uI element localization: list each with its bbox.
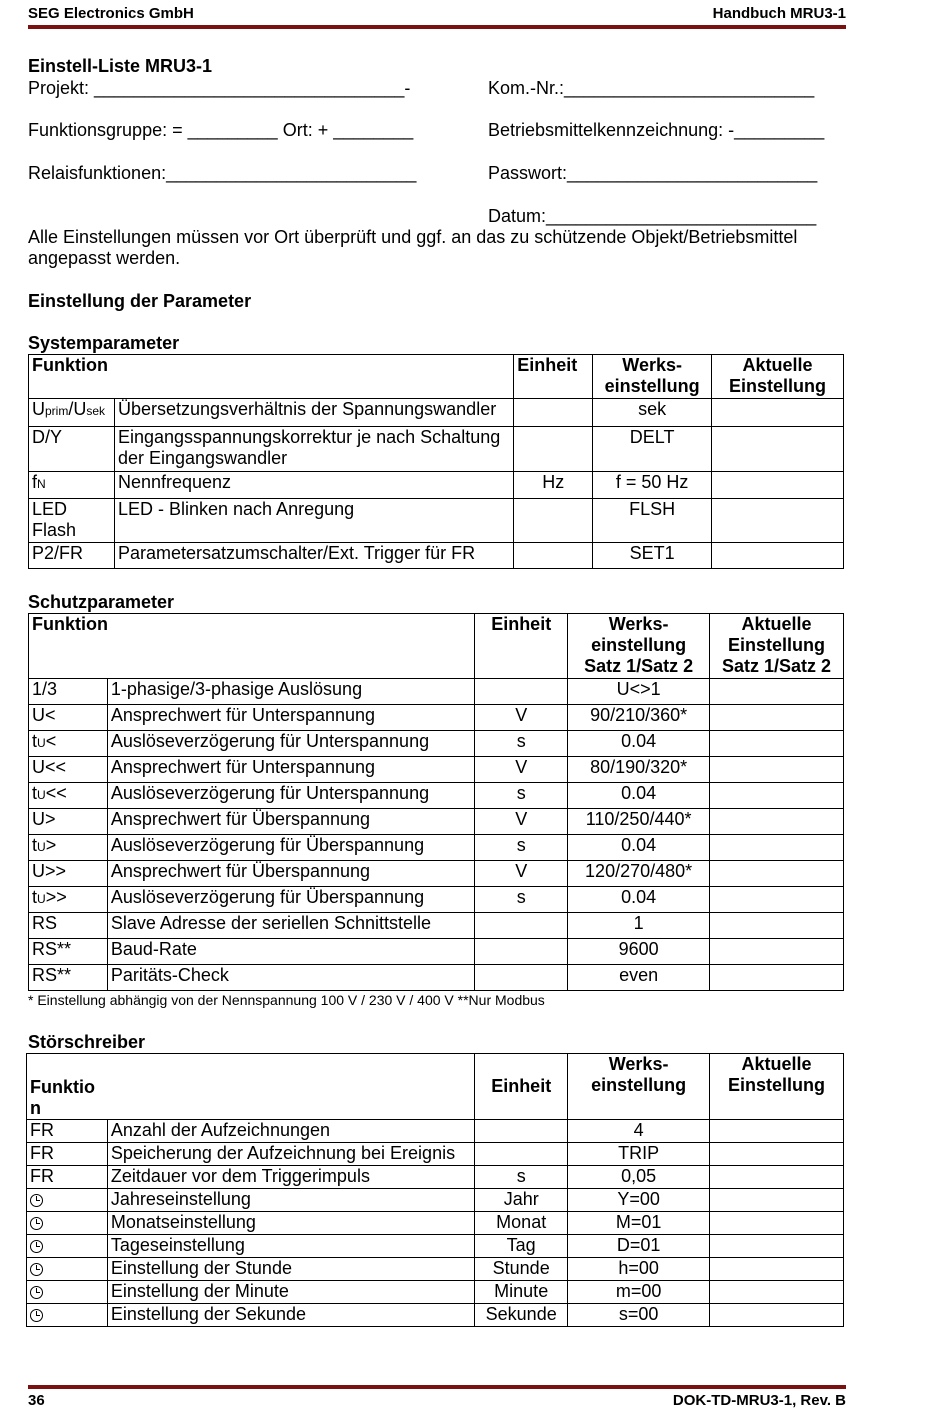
row-code: RS** xyxy=(29,965,108,991)
table-row xyxy=(27,1212,844,1235)
page-number: 36 xyxy=(28,1392,45,1409)
row-actual-cell[interactable] xyxy=(710,1120,844,1143)
row-unit xyxy=(475,939,568,965)
schutz-title: Schutzparameter xyxy=(28,592,175,612)
row-unit: Sekunde xyxy=(475,1304,568,1327)
table-row xyxy=(27,1166,844,1189)
row-unit xyxy=(475,965,568,991)
header-werks: Werks- einstellung Satz 1/Satz 2 xyxy=(568,614,710,679)
row-actual-cell[interactable] xyxy=(710,809,844,835)
betriebsmittel-field: Betriebsmittelkennzeichnung: -_________ xyxy=(488,120,825,140)
table-row xyxy=(29,887,844,913)
row-desc: Zeitdauer vor dem Triggerimpuls xyxy=(107,1166,474,1189)
row-desc: Ansprechwert für Unterspannung xyxy=(107,705,474,731)
system-title: Systemparameter xyxy=(28,333,180,353)
table-row xyxy=(29,427,844,472)
table-row xyxy=(29,783,844,809)
row-default: Y=00 xyxy=(568,1189,710,1212)
row-unit: Jahr xyxy=(475,1189,568,1212)
row-code xyxy=(27,1212,108,1235)
stoer-table xyxy=(26,1053,844,1327)
row-default: m=00 xyxy=(568,1281,710,1304)
row-default: TRIP xyxy=(568,1143,710,1166)
form-title: Einstell-Liste MRU3-1 xyxy=(28,56,213,76)
clock-icon xyxy=(30,1194,43,1207)
row-actual-cell[interactable] xyxy=(710,1189,844,1212)
doc-id: DOK-TD-MRU3-1, Rev. B xyxy=(672,1392,846,1409)
row-actual-cell[interactable] xyxy=(710,913,844,939)
row-actual-cell[interactable] xyxy=(712,543,844,569)
clock-icon xyxy=(30,1309,43,1322)
row-default: 0.04 xyxy=(568,731,710,757)
row-actual-cell[interactable] xyxy=(710,1281,844,1304)
table-row xyxy=(27,1235,844,1258)
table-row xyxy=(29,861,844,887)
row-unit xyxy=(514,427,593,472)
row-unit xyxy=(514,499,593,543)
table-row xyxy=(29,835,844,861)
table-row xyxy=(29,939,844,965)
row-default: 0,05 xyxy=(568,1166,710,1189)
row-actual-cell[interactable] xyxy=(712,399,844,427)
table-row xyxy=(29,913,844,939)
header-funktion: Funktio n xyxy=(27,1054,475,1120)
row-code: LED Flash xyxy=(29,499,115,543)
row-desc: Auslöseverzögerung für Unterspannung xyxy=(107,731,474,757)
row-default: sek xyxy=(593,399,712,427)
row-actual-cell[interactable] xyxy=(710,887,844,913)
row-actual-cell[interactable] xyxy=(712,427,844,472)
header-aktuell: Aktuelle Einstellung Satz 1/Satz 2 xyxy=(710,614,844,679)
clock-icon xyxy=(30,1286,43,1299)
row-desc: LED - Blinken nach Anregung xyxy=(114,499,513,543)
row-code: FR xyxy=(27,1120,108,1143)
row-actual-cell[interactable] xyxy=(710,1143,844,1166)
row-unit: Minute xyxy=(475,1281,568,1304)
table-row xyxy=(27,1120,844,1143)
table-header-row xyxy=(27,1054,844,1120)
row-code: tU<< xyxy=(29,783,108,809)
table-row xyxy=(29,543,844,569)
kom-field: Kom.-Nr.:_________________________ xyxy=(488,78,815,98)
row-code: 1/3 xyxy=(29,679,108,705)
row-unit: s xyxy=(475,731,568,757)
row-actual-cell[interactable] xyxy=(710,1166,844,1189)
row-code: fN xyxy=(29,472,115,499)
row-code: RS** xyxy=(29,939,108,965)
row-code: D/Y xyxy=(29,427,115,472)
row-unit xyxy=(475,1143,568,1166)
table-row xyxy=(29,399,844,427)
row-desc: Auslöseverzögerung für Überspannung xyxy=(107,835,474,861)
table-row xyxy=(27,1258,844,1281)
footer-rule xyxy=(28,1385,846,1389)
row-default: 110/250/440* xyxy=(568,809,710,835)
row-desc: Speicherung der Aufzeichnung bei Ereignis xyxy=(107,1143,474,1166)
table-row xyxy=(29,499,844,543)
row-code: FR xyxy=(27,1166,108,1189)
row-default: 0.04 xyxy=(568,835,710,861)
row-code: tU>> xyxy=(29,887,108,913)
system-table xyxy=(28,354,844,569)
notice-line-1: Alle Einstellungen müssen vor Ort überprüft und ggf. an das zu schützende Objekt/Betriebsmittel xyxy=(28,227,798,247)
row-default: 4 xyxy=(568,1120,710,1143)
row-desc: Baud-Rate xyxy=(107,939,474,965)
clock-icon xyxy=(30,1217,43,1230)
table-row xyxy=(27,1304,844,1327)
row-desc: Einstellung der Minute xyxy=(107,1281,474,1304)
row-default: M=01 xyxy=(568,1212,710,1235)
row-desc: Einstellung der Sekunde xyxy=(107,1304,474,1327)
row-default: 9600 xyxy=(568,939,710,965)
row-unit: s xyxy=(475,835,568,861)
row-code: P2/FR xyxy=(29,543,115,569)
row-code xyxy=(27,1258,108,1281)
table-row xyxy=(29,809,844,835)
table-row xyxy=(29,731,844,757)
row-desc: Monatseinstellung xyxy=(107,1212,474,1235)
row-actual-cell[interactable] xyxy=(712,499,844,543)
header-einheit: Einheit xyxy=(475,614,568,679)
row-code: tU> xyxy=(29,835,108,861)
row-actual-cell[interactable] xyxy=(710,705,844,731)
relais-field: Relaisfunktionen:_________________________ xyxy=(28,163,417,183)
row-desc: Paritäts-Check xyxy=(107,965,474,991)
row-unit: s xyxy=(475,887,568,913)
projekt-field: Projekt: _______________________________- xyxy=(28,78,411,98)
row-default: even xyxy=(568,965,710,991)
row-desc: Slave Adresse der seriellen Schnittstelle xyxy=(107,913,474,939)
row-default: D=01 xyxy=(568,1235,710,1258)
row-unit: Stunde xyxy=(475,1258,568,1281)
row-default: U<>1 xyxy=(568,679,710,705)
row-actual-cell[interactable] xyxy=(710,965,844,991)
table-row xyxy=(27,1281,844,1304)
row-actual-cell[interactable] xyxy=(710,861,844,887)
row-default: 0.04 xyxy=(568,783,710,809)
table-header-row xyxy=(29,614,844,679)
schutz-footnote: * Einstellung abhängig von der Nennspannung 100 V / 230 V / 400 V **Nur Modbus xyxy=(28,992,545,1008)
row-code: FR xyxy=(27,1143,108,1166)
row-unit: V xyxy=(475,757,568,783)
row-actual-cell[interactable] xyxy=(712,472,844,499)
row-desc: Ansprechwert für Überspannung xyxy=(107,809,474,835)
row-default: 90/210/360* xyxy=(568,705,710,731)
company-name: SEG Electronics GmbH xyxy=(28,5,194,22)
row-default: 120/270/480* xyxy=(568,861,710,887)
row-actual-cell[interactable] xyxy=(710,1258,844,1281)
row-unit: Tag xyxy=(475,1235,568,1258)
row-code: U<< xyxy=(29,757,108,783)
row-unit: V xyxy=(475,705,568,731)
header-funktion: Funktion xyxy=(29,355,514,399)
row-actual-cell[interactable] xyxy=(710,679,844,705)
datum-field: Datum:___________________________ xyxy=(488,206,817,226)
row-default: f = 50 Hz xyxy=(593,472,712,499)
row-desc: Auslöseverzögerung für Überspannung xyxy=(107,887,474,913)
row-code: U>> xyxy=(29,861,108,887)
row-unit xyxy=(475,913,568,939)
schutz-table xyxy=(28,613,844,991)
header-werks: Werks- einstellung xyxy=(593,355,712,399)
row-desc: Einstellung der Stunde xyxy=(107,1258,474,1281)
row-code xyxy=(27,1281,108,1304)
row-unit xyxy=(475,679,568,705)
table-row xyxy=(29,757,844,783)
row-default: s=00 xyxy=(568,1304,710,1327)
row-desc: Tageseinstellung xyxy=(107,1235,474,1258)
row-actual-cell[interactable] xyxy=(710,731,844,757)
row-desc: Auslöseverzögerung für Unterspannung xyxy=(107,783,474,809)
table-row xyxy=(27,1143,844,1166)
row-code xyxy=(27,1189,108,1212)
row-desc: Parametersatzumschalter/Ext. Trigger für FR xyxy=(114,543,513,569)
table-row xyxy=(29,472,844,499)
row-actual-cell[interactable] xyxy=(710,783,844,809)
row-actual-cell[interactable] xyxy=(710,1304,844,1327)
row-unit: s xyxy=(475,783,568,809)
table-row xyxy=(27,1189,844,1212)
row-unit xyxy=(514,399,593,427)
section-title: Einstellung der Parameter xyxy=(28,291,252,311)
row-default: 1 xyxy=(568,913,710,939)
row-default: FLSH xyxy=(593,499,712,543)
row-desc: Ansprechwert für Unterspannung xyxy=(107,757,474,783)
table-header-row xyxy=(29,355,844,399)
row-desc: Jahreseinstellung xyxy=(107,1189,474,1212)
row-code: U< xyxy=(29,705,108,731)
row-actual-cell[interactable] xyxy=(710,939,844,965)
row-actual-cell[interactable] xyxy=(710,1212,844,1235)
table-row xyxy=(29,705,844,731)
row-unit xyxy=(514,543,593,569)
row-default: h=00 xyxy=(568,1258,710,1281)
funktionsgruppe-field: Funktionsgruppe: = _________ Ort: + ________ xyxy=(28,120,414,140)
row-actual-cell[interactable] xyxy=(710,835,844,861)
row-desc: Ansprechwert für Überspannung xyxy=(107,861,474,887)
row-actual-cell[interactable] xyxy=(710,1235,844,1258)
notice-line-2: angepasst werden. xyxy=(28,248,181,268)
row-default: DELT xyxy=(593,427,712,472)
row-code: Uprim/Usek xyxy=(29,399,115,427)
row-desc: Eingangsspannungskorrektur je nach Schaltung der Eingangswandler xyxy=(114,427,513,472)
clock-icon xyxy=(30,1263,43,1276)
row-desc: 1-phasige/3-phasige Auslösung xyxy=(107,679,474,705)
row-default: 0.04 xyxy=(568,887,710,913)
header-werks: Werks- einstellung xyxy=(568,1054,710,1120)
row-default: 80/190/320* xyxy=(568,757,710,783)
manual-title: Handbuch MRU3-1 xyxy=(712,5,846,22)
row-unit: V xyxy=(475,809,568,835)
row-actual-cell[interactable] xyxy=(710,757,844,783)
header-aktuell: Aktuelle Einstellung xyxy=(712,355,844,399)
row-unit xyxy=(475,1120,568,1143)
row-desc: Anzahl der Aufzeichnungen xyxy=(107,1120,474,1143)
row-default: SET1 xyxy=(593,543,712,569)
table-row xyxy=(29,679,844,705)
row-desc: Nennfrequenz xyxy=(114,472,513,499)
header-aktuell: Aktuelle Einstellung xyxy=(710,1054,844,1120)
row-code xyxy=(27,1304,108,1327)
header-rule xyxy=(28,25,846,29)
table-row xyxy=(29,965,844,991)
row-code xyxy=(27,1235,108,1258)
row-unit: Monat xyxy=(475,1212,568,1235)
header-einheit: Einheit xyxy=(475,1054,568,1120)
row-desc: Übersetzungsverhältnis der Spannungswandler xyxy=(114,399,513,427)
header-einheit: Einheit xyxy=(514,355,593,399)
stoer-title: Störschreiber xyxy=(28,1032,146,1052)
row-code: RS xyxy=(29,913,108,939)
row-unit: Hz xyxy=(514,472,593,499)
header-funktion: Funktion xyxy=(29,614,475,679)
clock-icon xyxy=(30,1240,43,1253)
passwort-field: Passwort:_________________________ xyxy=(488,163,818,183)
row-unit: V xyxy=(475,861,568,887)
row-code: U> xyxy=(29,809,108,835)
row-unit: s xyxy=(475,1166,568,1189)
row-code: tU< xyxy=(29,731,108,757)
